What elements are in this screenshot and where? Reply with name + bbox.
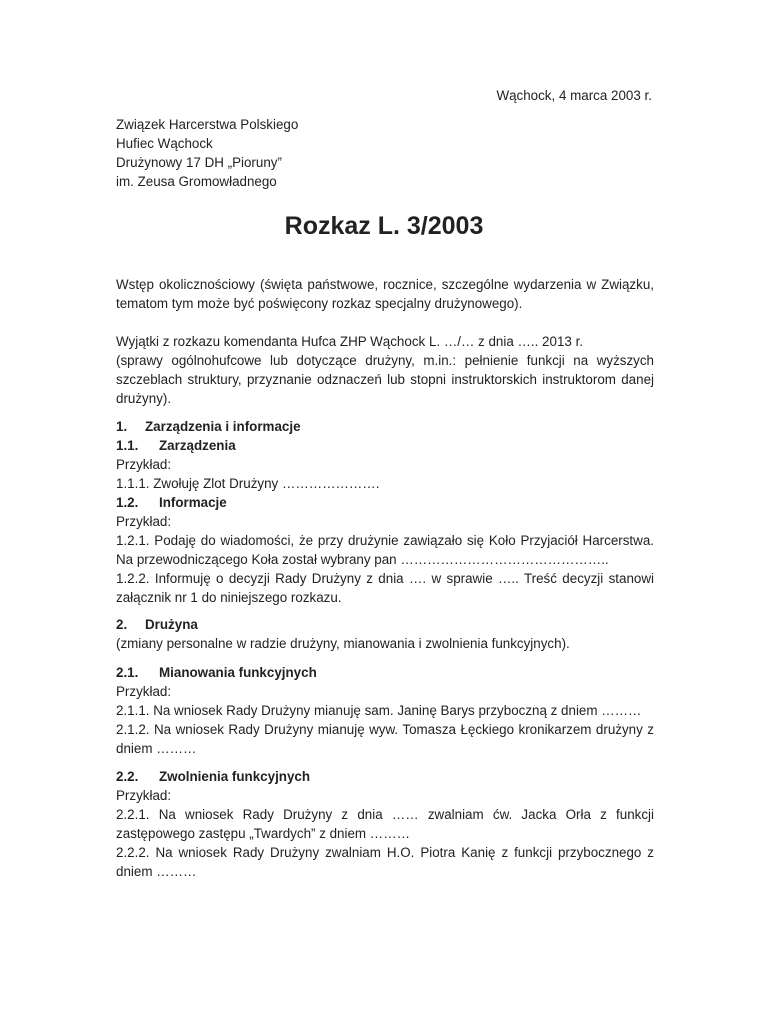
section-description: (zmiany personalne w radzie drużyny, mianowania i zwolnienia funkcyjnych).: [116, 636, 570, 651]
intro-line: tematom tym może być poświęcony rozkaz specjalny drużynowego).: [116, 296, 523, 311]
section-1: [116, 417, 654, 607]
excerpt-line: szczeblach struktury, przyznanie odznaczeń lub stopni instruktorskich instruktorom danej: [116, 372, 654, 387]
excerpt-line: Wyjątki z rozkazu komendanta Hufca ZHP Wąchock L. …/… z dnia ….. 2013 r.: [116, 334, 584, 349]
team-name: Drużynowy 17 DH „Pioruny”: [116, 155, 282, 170]
subsection-heading: [116, 436, 654, 455]
excerpt-line: (sprawy ogólnohufcowe lub dotyczące drużyny, m.in.: pełnienie funkcji na wyższych: [116, 353, 654, 368]
date-line: Wąchock, 4 marca 2003 r.: [496, 88, 652, 103]
example-label: Przykład:: [116, 788, 172, 803]
letterhead: [116, 115, 654, 191]
subsection-2-2: [116, 767, 654, 881]
order-item: 2.2.1. Na wniosek Rady Drużyny z dnia …… zwalniam ćw. Jacka Orła z funkcji: [116, 807, 654, 822]
order-item: dniem ………: [116, 741, 197, 756]
order-item: Na przewodniczącego Koła został wybrany pan ………………………………………..: [116, 552, 609, 567]
unit-name: Hufiec Wąchock: [116, 136, 213, 151]
section-title: Zarządzenia i informacje: [145, 419, 301, 434]
order-item: 2.1.1. Na wniosek Rady Drużyny mianuję sam. Janinę Barys przyboczną z dniem ………: [116, 703, 642, 718]
order-item: dniem ………: [116, 864, 197, 879]
subsection-heading: [116, 493, 654, 512]
section-heading: [116, 417, 654, 436]
section-2: [116, 615, 654, 653]
section-number: 2.: [116, 617, 128, 632]
example-label: Przykład:: [116, 684, 172, 699]
section-number: 1.: [116, 419, 128, 434]
order-item: załącznik nr 1 do niniejszego rozkazu.: [116, 590, 342, 605]
team-patron: im. Zeusa Gromowładnego: [116, 174, 277, 189]
subsection-number: 2.2.: [116, 769, 139, 784]
org-name: Związek Harcerstwa Polskiego: [116, 117, 299, 132]
subsection-2-1: [116, 663, 654, 758]
order-item: 1.1.1. Zwołuję Zlot Drużyny ………………….: [116, 476, 380, 491]
example-label: Przykład:: [116, 457, 172, 472]
excerpt-paragraph: [116, 332, 654, 408]
excerpt-line: drużyny).: [116, 391, 172, 406]
subsection-title: Zarządzenia: [159, 438, 236, 453]
subsection-number: 2.1.: [116, 665, 139, 680]
document-title: Rozkaz L. 3/2003: [284, 212, 484, 240]
subsection-title: Zwolnienia funkcyjnych: [159, 769, 311, 784]
section-title: Drużyna: [145, 617, 198, 632]
intro-paragraph: [116, 275, 654, 313]
order-item: 1.2.2. Informuję o decyzji Rady Drużyny z dnia …. w sprawie ….. Treść decyzji stanowi: [116, 571, 654, 586]
intro-line: Wstęp okolicznościowy (święta państwowe, rocznice, szczególne wydarzenia w Związku,: [116, 277, 654, 292]
subsection-heading: [116, 663, 654, 682]
order-item: 2.2.2. Na wniosek Rady Drużyny zwalniam H.O. Piotra Kanię z funkcji przybocznego z: [116, 845, 654, 860]
subsection-title: Informacje: [159, 495, 227, 510]
subsection-number: 1.2.: [116, 495, 139, 510]
subsection-number: 1.1.: [116, 438, 139, 453]
section-heading: [116, 615, 654, 634]
order-item: zastępowego zastępu „Twardych” z dniem ………: [116, 826, 410, 841]
order-item: 2.1.2. Na wniosek Rady Drużyny mianuję wyw. Tomasza Łęckiego kronikarzem drużyny z: [116, 722, 654, 737]
subsection-heading: [116, 767, 654, 786]
example-label: Przykład:: [116, 514, 172, 529]
subsection-title: Mianowania funkcyjnych: [159, 665, 317, 680]
order-item: 1.2.1. Podaję do wiadomości, że przy drużynie zawiązało się Koło Przyjaciół Harcerstwa.: [116, 533, 654, 548]
